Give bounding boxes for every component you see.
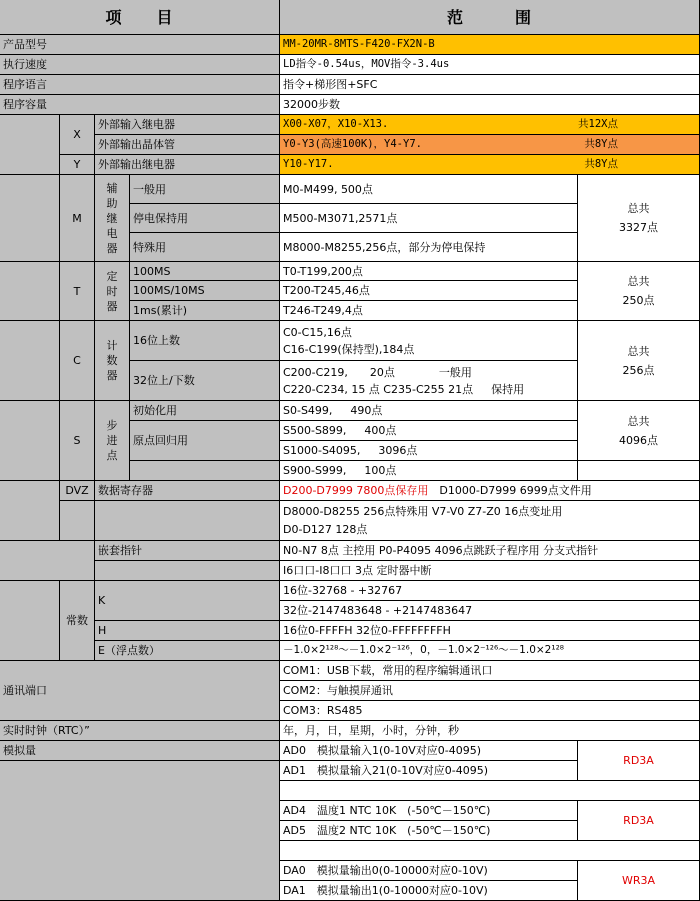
s-group-label bbox=[95, 401, 130, 481]
pointer-value-2: I6口口-I8口口 3点 定时器中断 bbox=[280, 561, 700, 581]
output-transistor-label: 外部输出晶体管 bbox=[95, 135, 280, 155]
m-code: M bbox=[60, 175, 95, 262]
s-origin-value-2: S1000-S4095, 3096点 bbox=[280, 441, 578, 461]
comm-label: 通讯端口 bbox=[0, 661, 280, 721]
m-retentive-value: M500-M3071,2571点 bbox=[280, 204, 578, 233]
output-transistor-value bbox=[280, 135, 700, 155]
t-1ms-value: T246-T249,4点 bbox=[280, 301, 578, 321]
s-total bbox=[578, 401, 700, 461]
m-group-char: 辅 bbox=[106, 181, 118, 195]
t-group-char: 时 bbox=[106, 284, 118, 298]
t-100ms-10ms-label: 100MS/10MS bbox=[130, 281, 280, 301]
analog-ad1: AD1 模拟量输入21(0-10V对应0-4095) bbox=[280, 761, 578, 781]
analog-ntc-model: RD3A bbox=[578, 801, 700, 841]
s-total-blank bbox=[578, 461, 700, 481]
language-label: 程序语言 bbox=[0, 75, 280, 95]
s-code: S bbox=[60, 401, 95, 481]
m-total-value: 3327点 bbox=[619, 221, 658, 234]
d-code: DVZ bbox=[60, 481, 95, 501]
io-group-cell bbox=[0, 115, 60, 175]
t-100ms-value: T0-T199,200点 bbox=[280, 262, 578, 281]
input-relay-value bbox=[280, 115, 700, 135]
capacity-value: 32000步数 bbox=[280, 95, 700, 115]
t-group-label bbox=[95, 262, 130, 321]
speed-value: LD指令-0.54us，MOV指令-3.4us bbox=[280, 55, 700, 75]
s-total-label: 总共 bbox=[627, 414, 650, 428]
d-label-blank bbox=[95, 501, 280, 541]
c-32bit-label: 32位上/下数 bbox=[130, 361, 280, 401]
m-special-label: 特殊用 bbox=[130, 233, 280, 262]
analog-label: 模拟量 bbox=[0, 741, 280, 761]
d-special-range: D8000-D8255 256点特殊用 V7-V0 Z7-Z0 16点变址用 bbox=[283, 504, 563, 518]
language-value: 指令+梯形图+SFC bbox=[280, 75, 700, 95]
input-relay-total: 共12X点 bbox=[578, 118, 618, 130]
comm-port-3: COM3：RS485 bbox=[280, 701, 700, 721]
const-e-value: －1.0×2¹²⁸～－1.0×2⁻¹²⁶，0，－1.0×2⁻¹²⁶～－1.0×2¹²⁸ bbox=[280, 641, 700, 661]
const-k-value-2: 32位-2147483648 - +2147483647 bbox=[280, 601, 700, 621]
analog-da0: DA0 模拟量输出0(0-10000对应0-10V) bbox=[280, 861, 578, 881]
comm-port-2: COM2：与触摸屏通讯 bbox=[280, 681, 700, 701]
pointer-label-blank bbox=[95, 561, 280, 581]
m-group-char: 电 bbox=[106, 226, 118, 240]
rtc-value: 年，月，日，星期，小时，分钟，秒 bbox=[280, 721, 700, 741]
analog-ad0: AD0 模拟量输入1(0-10V对应0-4095) bbox=[280, 741, 578, 761]
d-group-blank bbox=[0, 481, 60, 541]
c-total bbox=[578, 321, 700, 401]
c-group-char: 数 bbox=[106, 354, 118, 367]
c-16bit-line: C0-C15,16点 bbox=[283, 325, 352, 339]
const-k-label: K bbox=[95, 581, 280, 621]
c-32bit-line: C200-C219, 20点 一般用 bbox=[283, 365, 472, 379]
s-group-char: 点 bbox=[106, 449, 118, 462]
c-16bit-label: 16位上数 bbox=[130, 321, 280, 361]
c-group-char: 计 bbox=[106, 339, 118, 352]
c-code: C bbox=[60, 321, 95, 401]
c-32bit-value bbox=[280, 361, 578, 401]
y-code: Y bbox=[60, 155, 95, 175]
s-group-blank bbox=[0, 401, 60, 481]
const-h-label: H bbox=[95, 621, 280, 641]
m-group-blank bbox=[0, 175, 60, 262]
m-total-label: 总共 bbox=[627, 202, 650, 215]
model-value: MM-20MR-8MTS-F420-FX2N-B bbox=[280, 35, 700, 55]
c-total-label: 总共 bbox=[627, 344, 650, 358]
m-group-char: 器 bbox=[106, 241, 118, 255]
capacity-label: 程序容量 bbox=[0, 95, 280, 115]
t-1ms-label: 1ms(累计) bbox=[130, 301, 280, 321]
s-origin-value-1: S500-S899, 400点 bbox=[280, 421, 578, 441]
s-init-value: S0-S499, 490点 bbox=[280, 401, 578, 421]
pointer-value-1: N0-N7 8点 主控用 P0-P4095 4096点跳跃子程序用 分支式指针 bbox=[280, 541, 700, 561]
analog-group-blank bbox=[0, 761, 280, 901]
pointer-label: 嵌套指针 bbox=[95, 541, 280, 561]
s-total-value: 4096点 bbox=[619, 433, 658, 447]
pointer-group-blank bbox=[0, 541, 95, 581]
comm-port-1: COM1：USB下载，常用的程序编辑通讯口 bbox=[280, 661, 700, 681]
d-file-range: D1000-D7999 6999点文件用 bbox=[428, 484, 592, 497]
const-group-blank bbox=[0, 581, 60, 661]
c-16bit-value bbox=[280, 321, 578, 361]
const-k-value-1: 16位-32768 - +32767 bbox=[280, 581, 700, 601]
const-e-label: E（浮点数） bbox=[95, 641, 280, 661]
t-group-blank bbox=[0, 262, 60, 321]
analog-blank-row-1 bbox=[280, 781, 700, 801]
output-relay-range: Y10-Y17. bbox=[283, 158, 334, 170]
m-group-char: 助 bbox=[106, 196, 118, 210]
s-origin-label: 原点回归用 bbox=[130, 421, 280, 461]
output-relay-label: 外部输出继电器 bbox=[95, 155, 280, 175]
analog-da-model: WR3A bbox=[578, 861, 700, 901]
t-code: T bbox=[60, 262, 95, 321]
t-100ms-label: 100MS bbox=[130, 262, 280, 281]
d-label: 数据寄存器 bbox=[95, 481, 280, 501]
t-total bbox=[578, 262, 700, 321]
analog-da1: DA1 模拟量输出1(0-10000对应0-10V) bbox=[280, 881, 578, 901]
t-100ms-10ms-value: T200-T245,46点 bbox=[280, 281, 578, 301]
c-32bit-line: C220-C234, 15 点 C235-C255 21点 保持用 bbox=[283, 382, 525, 396]
t-total-value: 250点 bbox=[622, 294, 655, 307]
x-code: X bbox=[60, 115, 95, 155]
m-general-value: M0-M499, 500点 bbox=[280, 175, 578, 204]
c-16bit-line: C16-C199(保持型),184点 bbox=[283, 342, 415, 356]
m-group-label bbox=[95, 175, 130, 262]
d-code-blank bbox=[60, 501, 95, 541]
header-item: 项 目 bbox=[0, 0, 280, 35]
output-relay-value bbox=[280, 155, 700, 175]
const-h-value: 16位0-FFFFH 32位0-FFFFFFFFH bbox=[280, 621, 700, 641]
d-retentive-range: D200-D7999 7800点保存用 bbox=[283, 484, 429, 497]
analog-blank-row-2 bbox=[280, 841, 700, 861]
m-group-char: 继 bbox=[106, 211, 118, 225]
t-group-char: 器 bbox=[106, 299, 118, 313]
c-total-value: 256点 bbox=[622, 363, 655, 377]
s-group-char: 步 bbox=[106, 419, 118, 432]
s-extra-value: S900-S999, 100点 bbox=[280, 461, 578, 481]
d-value-2 bbox=[280, 501, 700, 541]
output-relay-total: 共8Y点 bbox=[584, 158, 618, 170]
input-relay-range: X00-X07，X10-X13. bbox=[283, 118, 389, 130]
model-label: 产品型号 bbox=[0, 35, 280, 55]
s-init-label: 初始化用 bbox=[130, 401, 280, 421]
rtc-label: 实时时钟（RTC）” bbox=[0, 721, 280, 741]
d-general-range: D0-D127 128点 bbox=[283, 522, 368, 536]
output-transistor-range: Y0-Y3(高速100K)，Y4-Y7. bbox=[283, 138, 422, 150]
analog-ad5: AD5 温度2 NTC 10K (-50℃－150℃) bbox=[280, 821, 578, 841]
speed-label: 执行速度 bbox=[0, 55, 280, 75]
s-group-char: 进 bbox=[106, 434, 118, 447]
c-group-char: 器 bbox=[106, 369, 118, 382]
t-group-char: 定 bbox=[106, 269, 118, 283]
c-group-label bbox=[95, 321, 130, 401]
analog-ad4: AD4 温度1 NTC 10K (-50℃－150℃) bbox=[280, 801, 578, 821]
header-range: 范 围 bbox=[280, 0, 700, 35]
m-retentive-label: 停电保持用 bbox=[130, 204, 280, 233]
t-total-label: 总共 bbox=[627, 275, 650, 288]
s-extra-label bbox=[130, 461, 280, 481]
analog-ad-model: RD3A bbox=[578, 741, 700, 781]
output-transistor-total: 共8Y点 bbox=[584, 138, 618, 150]
m-total bbox=[578, 175, 700, 262]
m-special-value: M8000-M8255,256点，部分为停电保持 bbox=[280, 233, 578, 262]
const-label: 常数 bbox=[60, 581, 95, 661]
c-group-blank bbox=[0, 321, 60, 401]
d-value-1 bbox=[280, 481, 700, 501]
m-general-label: 一般用 bbox=[130, 175, 280, 204]
input-relay-label: 外部输入继电器 bbox=[95, 115, 280, 135]
